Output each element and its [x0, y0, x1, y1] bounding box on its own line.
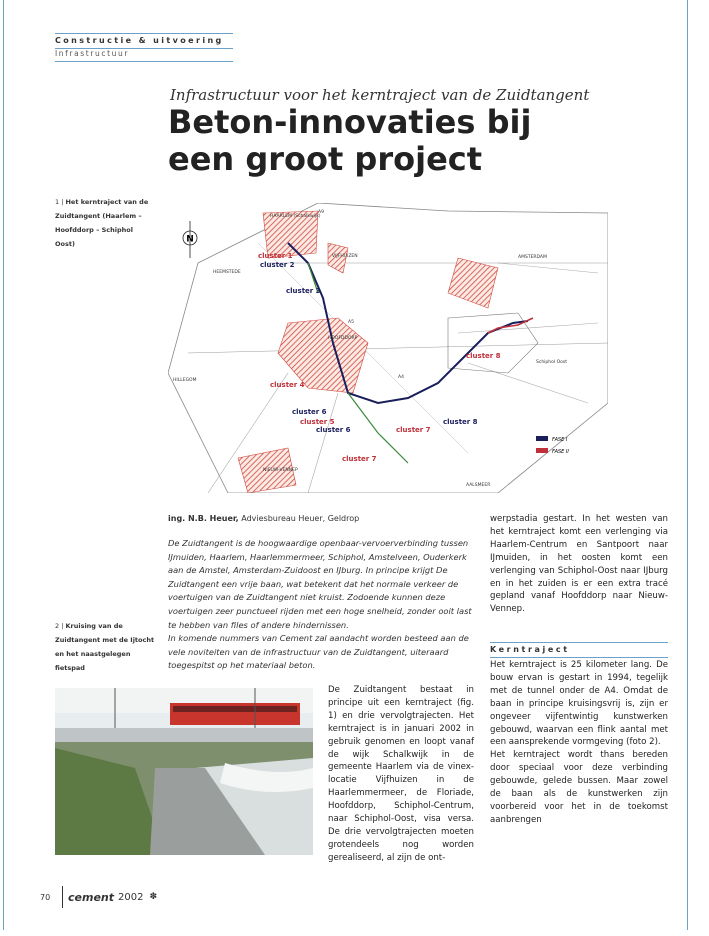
map-label-haarlem: HAARLEM (Schalkwijk)	[270, 214, 321, 219]
map-label-heemstede: HEEMSTEDE	[213, 270, 241, 275]
magazine-year: 2002	[118, 891, 144, 903]
map-label-a5: A5	[348, 320, 354, 325]
map-cluster-3: cluster 3	[286, 287, 321, 295]
map-label-vijfhuizen: VIJFHUIZEN	[332, 254, 358, 259]
map-cluster-4: cluster 4	[270, 381, 305, 389]
map-cluster-6b: cluster 6	[316, 426, 351, 434]
author-line	[168, 514, 475, 523]
body-paragraph-1: De Zuidtangent bestaat in principe uit een kerntraject (fig. 1) en drie vervolgtrajecten. Het kerntraject is in januari 2002 in gebruik genomen en loopt vanaf de wijk Schalkwijk in de gemeente Haarlem via de vinex-locatie Vijfhuizen in de Haarlemmermeer, de Floriade, Hoofddorp, Schiphol-Centrum, naar Schiphol-Oost, visa versa. De drie vervolgtrajecten moeten grotendeels nog worden gerealiseerd, al zijn de ont-	[328, 685, 474, 863]
figure-2-number: 2 |	[55, 622, 64, 630]
map-cluster-1: cluster 1	[258, 252, 293, 260]
article-intro	[168, 537, 478, 673]
figure-1-caption	[55, 195, 155, 251]
body-column-right-bottom	[490, 659, 668, 827]
map-cluster-8b: cluster 8	[443, 418, 478, 426]
map-cluster-7: cluster 7	[396, 426, 431, 434]
figure-2-text: Kruising van de Zuidtangent met de Ijtocht en het naastgelegen fietspad	[55, 622, 155, 672]
body-paragraph-2: werpstadia gestart. In het westen van het kerntraject komt een verlenging via Haarlem-Centrum en Santpoort naar IJmuiden, in het oosten komt een verlenging van Schiphol-Oost naar IJburg en in het zuiden is er een extra tracé gepland vanaf Hoofddorp naar Nieuw-Vennep.	[490, 514, 668, 615]
amsterdam-area	[448, 258, 498, 308]
author-affiliation: Adviesbureau Heuer, Geldrop	[241, 514, 360, 523]
route-map	[168, 203, 608, 493]
magazine-logo-icon: ✽	[149, 892, 157, 902]
body-paragraph-4: Het kerntraject wordt thans bereden door speciaal voor deze verbinding gebouwde, gelede bussen. Maar zowel de baan als de kunstwerken zijn voorbereid voor het in de toekomst aanbrengen	[490, 750, 668, 825]
author-name: ing. N.B. Heuer,	[168, 514, 239, 523]
map-label-a4: A4	[398, 375, 404, 380]
figure-1-number: 1 |	[55, 198, 64, 206]
map-label-schiphol-oost: Schiphol Oost	[536, 360, 567, 365]
body-column-right-top	[490, 513, 668, 616]
page-number: 70	[40, 892, 51, 902]
body-paragraph-3: Het kerntraject is 25 kilometer lang. De bouw ervan is gestart in 1994, tegelijk met de tunnel onder de A4. Omdat de baan in principe kruisingsvrij is, zijn er ongeveer vijfentwintig kunstwerken gebouwd, waarvan een flink aantal met een aansprekende vormgeving (foto 2).	[490, 660, 668, 748]
figure-2-caption	[55, 619, 155, 675]
north-arrow-icon	[183, 221, 197, 258]
map-cluster-8: cluster 8	[466, 352, 501, 360]
north-label: N	[186, 234, 194, 245]
map-label-nieuw-vennep: NIEUW-VENNEP	[263, 468, 298, 473]
map-cluster-6: cluster 6	[292, 408, 327, 416]
legend-fase-1: FASE I	[552, 437, 568, 443]
article-kicker: Infrastructuur voor het kerntraject van de Zuidtangent	[170, 86, 590, 104]
map-cluster-2: cluster 2	[260, 261, 295, 269]
map-label-aalsmeer: AALSMEER	[466, 483, 491, 488]
intro-paragraph-2: In komende nummers van Cement zal aandacht worden besteed aan de vele noviteiten van de infrastructuur van de Zuidtangent, uiteraard toegespitst op het materiaal beton.	[168, 633, 469, 671]
map-label-amsterdam: AMSTERDAM	[518, 255, 547, 260]
map-label-hillegom: HILLEGOM	[173, 378, 197, 383]
map-label-hoofddorp: HOOFDDORP	[328, 336, 358, 341]
footer-divider	[62, 886, 63, 908]
map-cluster-5: cluster 5	[300, 418, 335, 426]
magazine-brand: cement	[68, 890, 114, 904]
body-column-middle	[328, 684, 474, 865]
kerntraject-heading: Kerntraject	[490, 642, 668, 658]
article-title: Beton-innovaties bij een groot project	[168, 103, 532, 178]
map-cluster-7b: cluster 7	[342, 455, 377, 463]
bridge-photo	[55, 688, 313, 855]
map-legend	[536, 436, 569, 455]
figure-1-text: Het kerntraject van de Zuidtangent (Haarlem – Hoofddorp – Schiphol Oost)	[55, 198, 149, 248]
map-label-a9: A9	[318, 210, 324, 215]
page-footer	[40, 886, 157, 908]
subsection-label: Infrastructuur	[55, 49, 233, 62]
section-label: Constructie & uitvoering	[55, 33, 233, 49]
intro-paragraph-1: De Zuidtangent is de hoogwaardige openbaar-vervoerverbinding tussen IJmuiden, Haarlem, Haarlemmermeer, Schiphol, Amstelveen, Ouderkerk aan de Amstel, Amsterdam-Zuidoost en IJburg. In principe krijgt De Zuidtangent een vrije baan, wat betekent dat het normale verkeer de voertuigen van de Zuidtangent niet kruist. Zodoende kunnen deze voertuigen zeer punctueel rijden met een hoge snelheid, zonder ooit last te hebben van files of andere hindernissen.	[168, 538, 472, 630]
legend-fase-2: FASE II	[552, 449, 569, 455]
